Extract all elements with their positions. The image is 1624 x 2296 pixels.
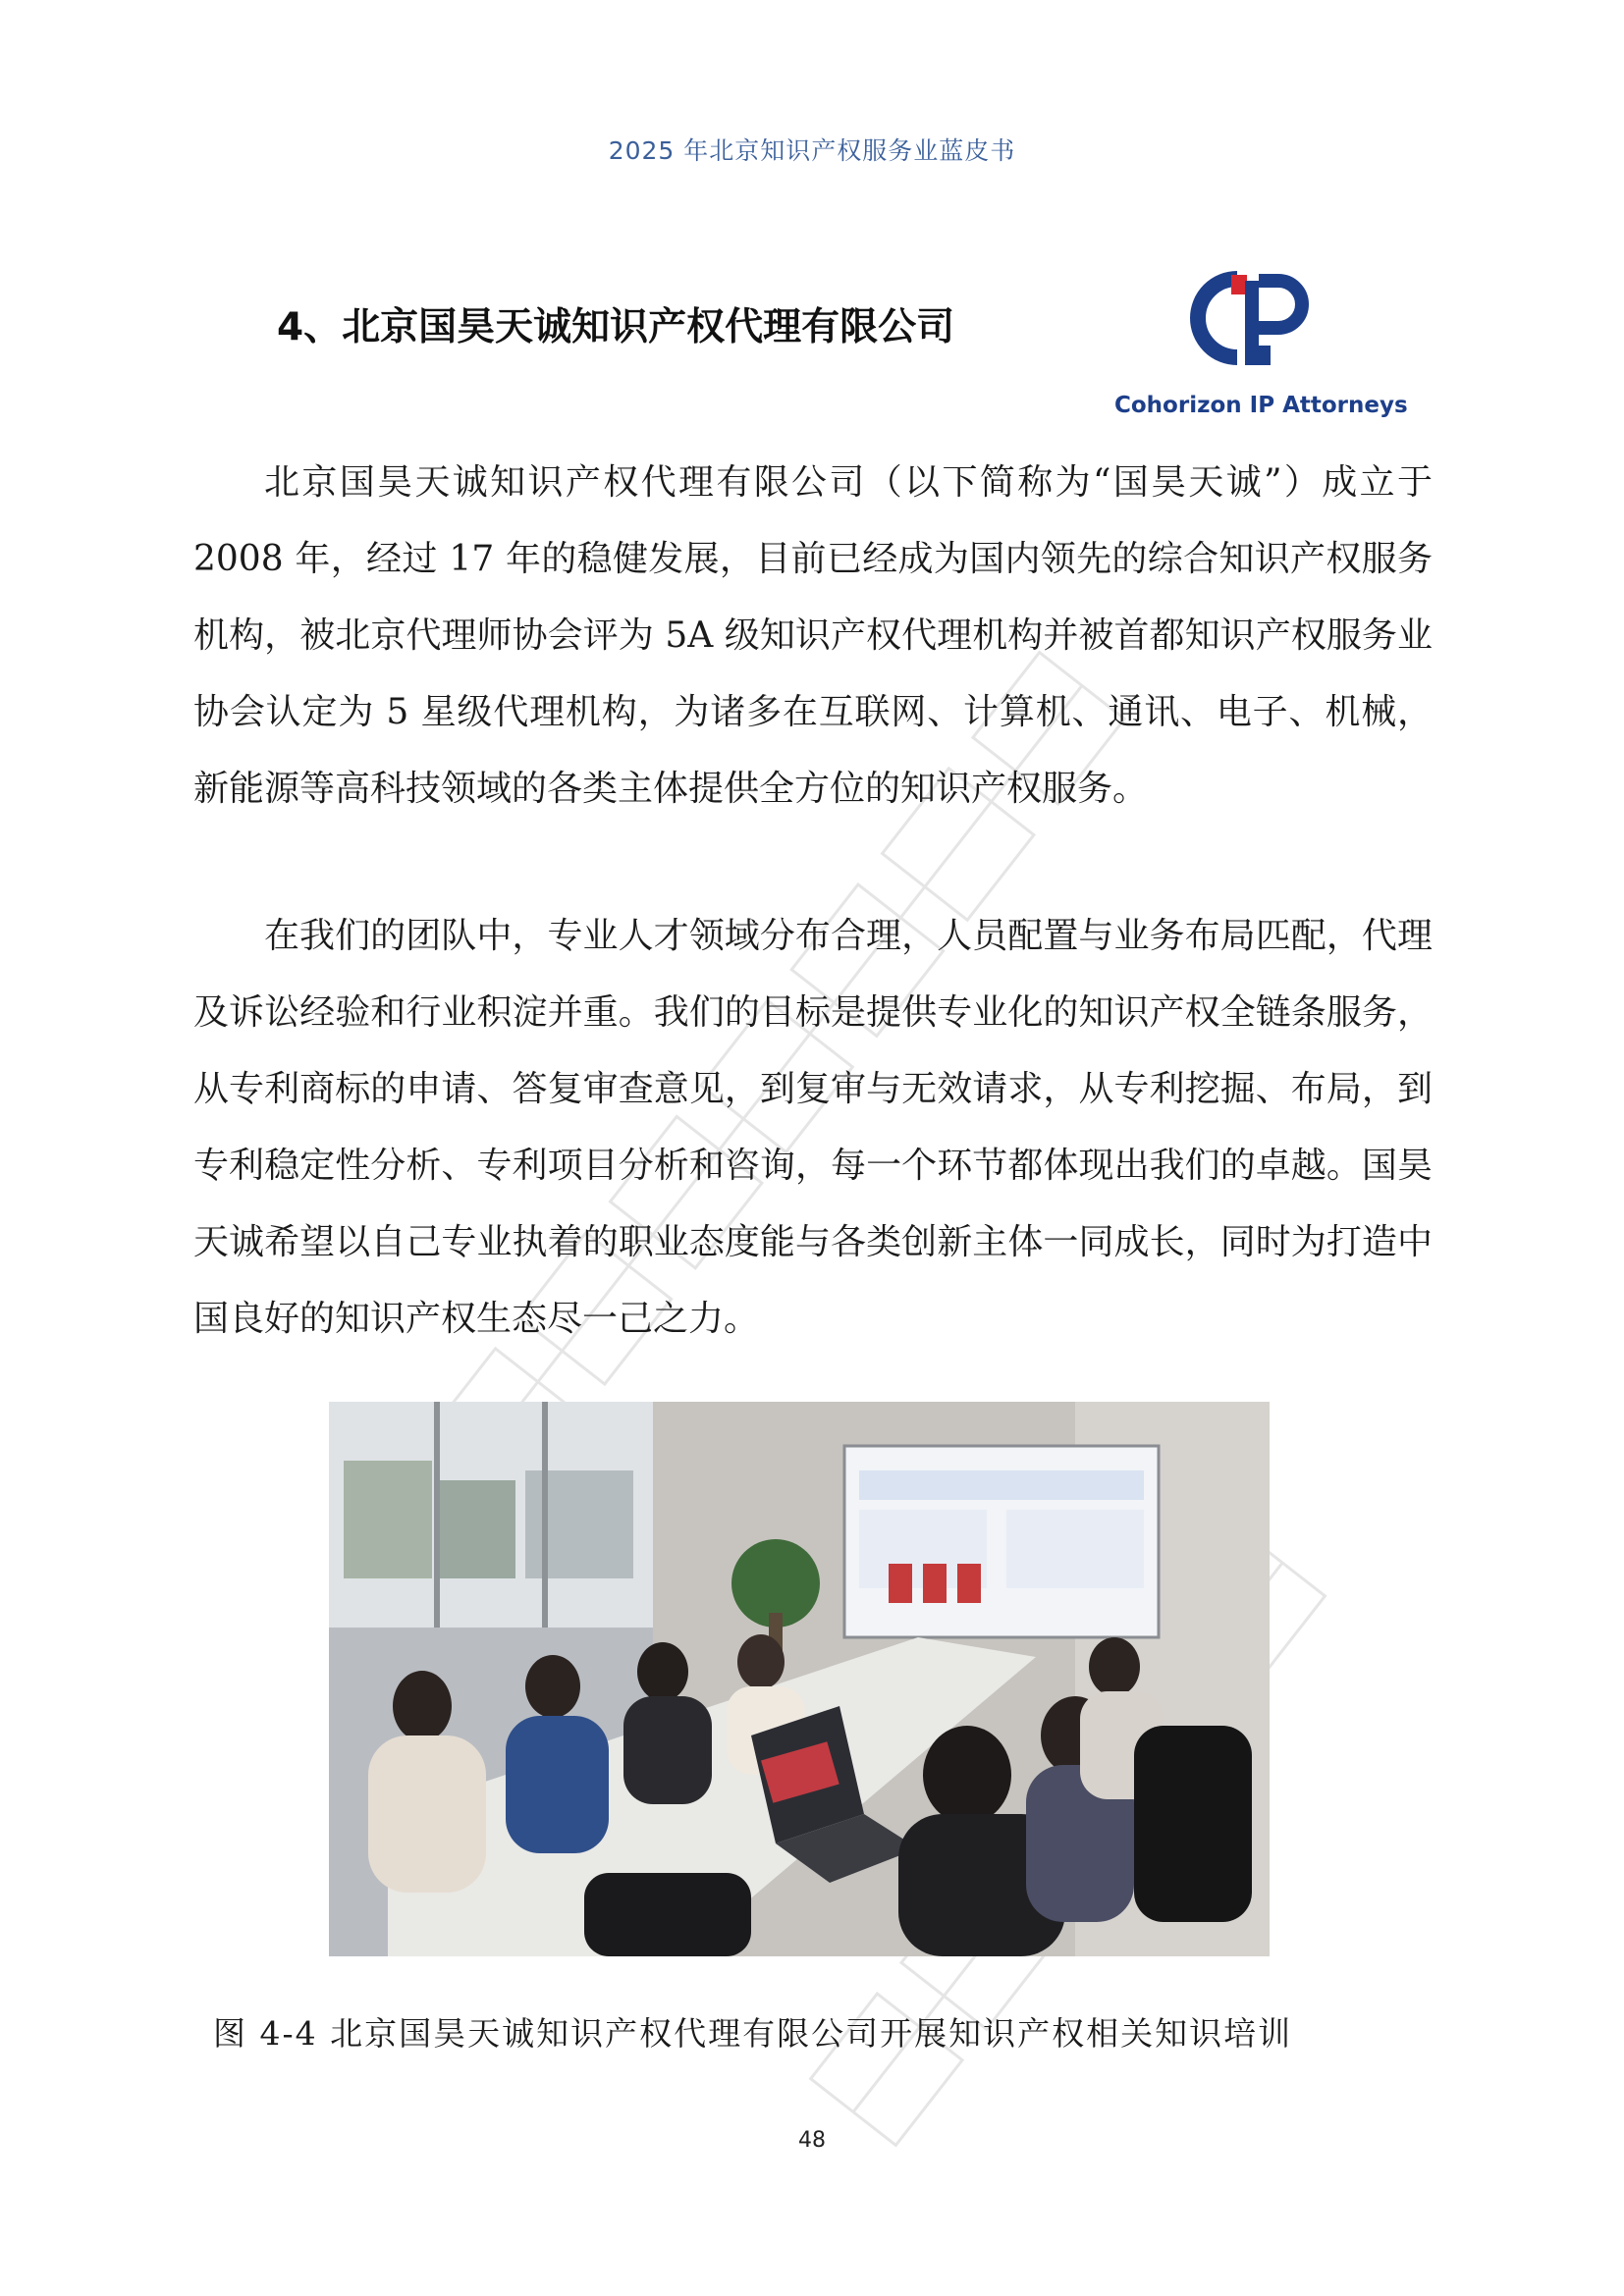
paragraph-team — [193, 898, 1433, 1358]
training-photo — [329, 1402, 1270, 1956]
paragraph-intro — [193, 445, 1433, 828]
running-header: 2025 年北京知识产权服务业蓝皮书 — [608, 136, 1016, 165]
figure-caption: 图 4-4 北京国昊天诚知识产权代理有限公司开展知识产权相关知识培训 — [213, 2014, 1293, 2053]
cohorizon-logo-icon — [1180, 263, 1318, 381]
section-title: 4、北京国昊天诚知识产权代理有限公司 — [277, 305, 955, 349]
company-logo — [1098, 263, 1408, 430]
page-number: 48 — [798, 2128, 826, 2153]
paragraph-1: 北京国昊天诚知识产权代理有限公司（以下简称为“国昊天诚”）成立于 2008 年，经过 17 年的稳健发展，目前已经成为国内领先的综合知识产权服务机构，被北京代理师协会评为 5A 级知识产权代理机构并被首都知识产权服务业协会认定为 5 星级代理机构，为诸多在互联网、计算机、通讯、电子、机械，新能源等高科技领域的各类主体提供全方位的知识产权服务。 — [193, 462, 1433, 809]
paragraph-2: 在我们的团队中，专业人才领域分布合理，人员配置与业务布局匹配，代理及诉讼经验和行业积淀并重。我们的目标是提供专业化的知识产权全链条服务，从专利商标的申请、答复审查意见，到复审与无效请求，从专利挖掘、布局，到专利稳定性分析、专利项目分析和咨询，每一个环节都体现出我们的卓越。国昊天诚希望以自己专业执着的职业态度能与各类创新主体一同成长，同时为打造中国良好的知识产权生态尽一己之力。 — [193, 916, 1433, 1339]
logo-text: Cohorizon IP Attorneys — [1114, 393, 1408, 418]
